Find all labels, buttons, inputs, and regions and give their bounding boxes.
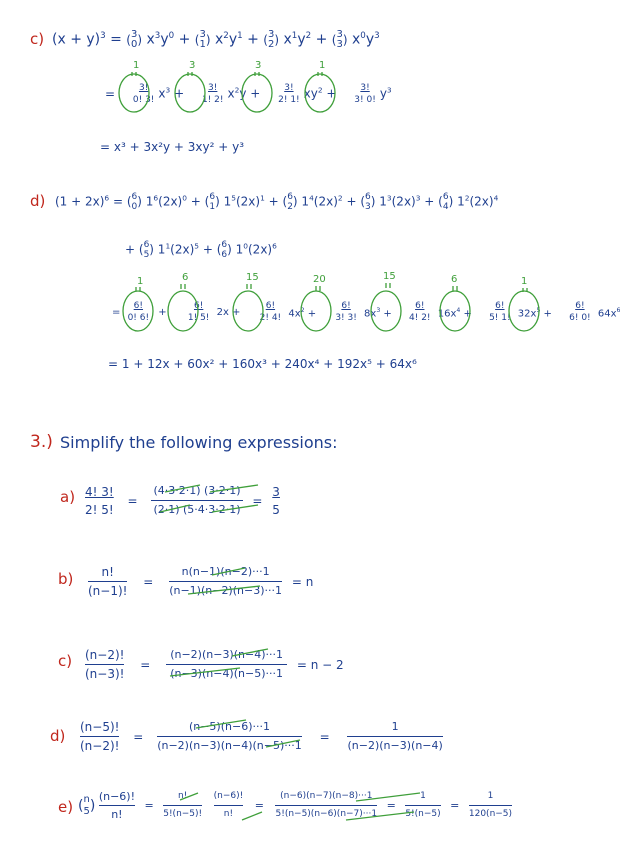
part-d-coef-7: 1 — [521, 276, 528, 287]
part-c-factorial-line: = 3! 0! 3! $x^3 + 3$! 1! 2! $x^2y + 3$! 2! 1! $xy^2 + 3$! 3! 0! $y^3$ — [105, 83, 392, 105]
part-c-label: c) — [30, 30, 45, 48]
part-d-circle-1 — [123, 291, 153, 331]
part-3e-work: (n 5) (n−6)! n! = n! 5!(n−5)! (n−6)! n! = (n−6)(n−7)(n−8)···1 5!(n−5)(n−6)(n−7)···1 = 1 5!(n−5) = 1 120(n−5) — [78, 790, 513, 821]
part-d-circle-2 — [168, 291, 198, 331]
part-3e-label: e) — [58, 798, 74, 816]
part-d-coef-1: 1 — [137, 276, 144, 287]
part-d-circle-3 — [233, 291, 263, 331]
part-c-result: = x³ + 3x²y + 3xy² + y³ — [100, 140, 245, 154]
part-d-circle-7 — [509, 291, 539, 331]
part-d-expansion-2: + (6 5) $1^1(2x)^5 + (6$ 6) $1^0(2x)^6$ — [125, 240, 277, 260]
part-c-coef-1: 1 — [133, 60, 140, 71]
part-3d-work: (n−5)! (n−2)! = (n−5)(n−6)···1 (n−2)(n−3)(n−4)(n−5)···1 = 1 (n−2)(n−3)(n−4) — [80, 720, 443, 753]
part-d-label: d) — [30, 192, 46, 210]
part-d-circle-6 — [440, 291, 470, 331]
part-c-coef-4: 1 — [319, 60, 326, 71]
part-3b-label: b) — [58, 570, 74, 588]
part-3c-work: (n−2)! (n−3)! = (n−2)(n−3)(n−4)···1 (n−3)(n−4)(n−5)···1 = n − 2 — [85, 648, 344, 681]
part-d-coef-2: 6 — [182, 272, 189, 283]
part-d-circle-4 — [301, 291, 331, 331]
part-3c-label: c) — [58, 652, 73, 670]
part-c-circle-2 — [175, 74, 205, 112]
part-d-coef-5: 15 — [383, 271, 396, 282]
part-c-circle-4 — [305, 74, 335, 112]
part-c-circle-3 — [242, 74, 272, 112]
part-3b-work: n! (n−1)! = n(n−1)(n−2)···1 (n−1)(n−2)(n−3)···1 = n — [88, 565, 314, 598]
section-3-number: 3.) — [30, 432, 53, 452]
part-c-coef-3: 3 — [255, 60, 262, 71]
part-3d-label: d) — [50, 727, 66, 745]
part-d-result: = 1 + 12x + 60x² + 160x³ + 240x⁴ + 192x⁵ + 64x⁶ — [108, 357, 417, 371]
part-c-circle-1 — [119, 74, 149, 112]
part-d-coef-3: 15 — [246, 272, 259, 283]
part-d-factorial-line: = 6! 0! 6! + 6! 1! 5! 2x + 6! 2! 4! $4x^2 + 6$! 3! 3! $8x^3 + 6$! 4! 2! $16x^4 + 6$! 5! 1! $32x^5 + 6$! 6! 0! $64x^6$ — [112, 301, 620, 323]
part-d-coef-6: 6 — [451, 274, 458, 285]
part-d-coef-4: 20 — [313, 274, 326, 285]
part-c-coef-2: 3 — [189, 60, 196, 71]
part-d-expansion-1: $(1 + 2x)^6 = (6$ 0) $1^6(2x)^0 + (6$ 1) $1^5(2x)^1 + (6$ 2) $1^4(2x)^2 + (6$ 3) $1^3(2x)^3 + (6$ 4) $1^2(2x)^4$ — [55, 192, 499, 212]
part-3a-label: a) — [60, 488, 76, 506]
section-3-title: Simplify the following expressions: — [60, 433, 338, 452]
part-c-expansion: $(x + y)^3 = (3$ 0) $x^3y^0 + (3$ 1) $x^2y^1 + (3$ 2) $x^1y^2 + (3$ 3) $x^0y^3$ — [52, 29, 380, 50]
part-d-circle-5 — [371, 291, 401, 331]
part-3a-work: 4! 3! 2! 5! = (4·3·2·1) (3·2·1) (2·1) (5·4·3·2·1) = 3 5 — [85, 484, 280, 517]
